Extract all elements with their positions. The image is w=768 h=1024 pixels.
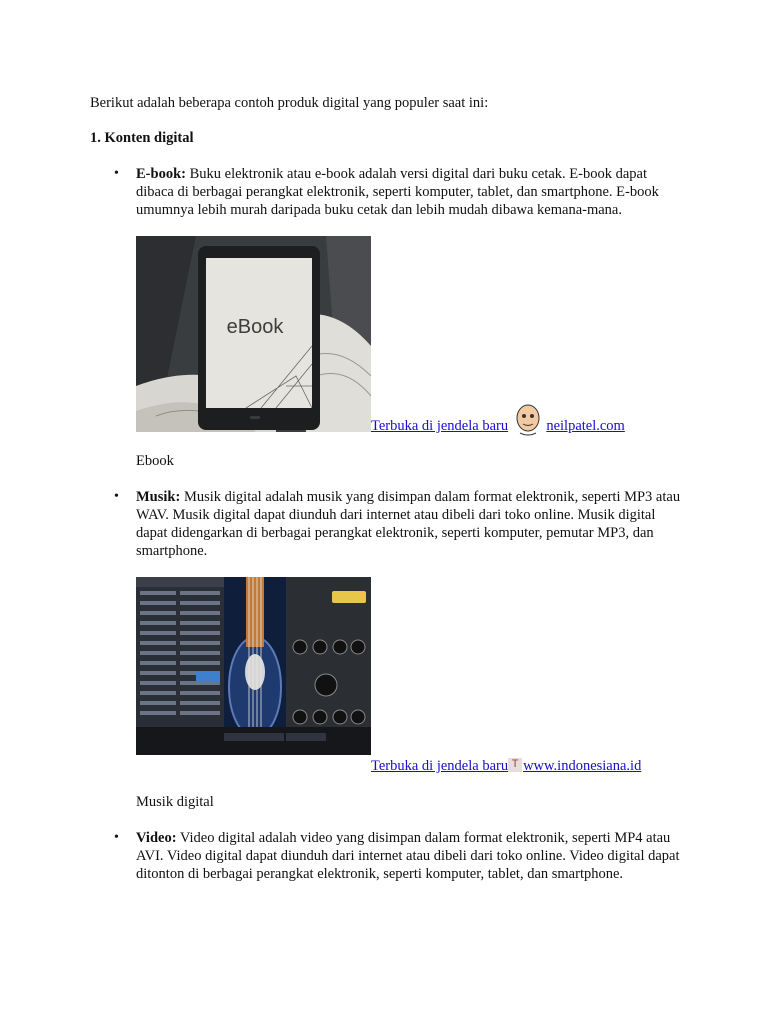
ebook-image[interactable]	[136, 236, 371, 432]
music-open-new-window-link[interactable]: Terbuka di jendela baru	[371, 758, 509, 774]
neilpatel-avatar-icon	[515, 404, 541, 434]
ebook-description: Buku elektronik atau e-book adalah versi digital dari buku cetak. E-book dapat dibaca di berbagai perangkat elektronik, seperti komputer, tablet, dan smartphone. E-book umumnya lebih murah daripada buku cetak dan lebih mudah dibawa kemana-mana.	[136, 166, 659, 218]
music-source-link[interactable]: www.indonesiana.id	[523, 758, 642, 774]
ebook-source-line	[371, 417, 625, 435]
bullet: •	[114, 489, 119, 504]
list-item-music	[114, 488, 681, 560]
list-item-video	[114, 829, 681, 883]
list-item-ebook	[114, 165, 681, 219]
ebook-caption: Ebook	[136, 453, 174, 469]
music-source-line	[371, 757, 641, 775]
bullet: •	[114, 830, 119, 845]
ebook-screen-text: eBook	[226, 316, 284, 338]
music-caption: Musik digital	[136, 794, 214, 810]
bullet: •	[114, 166, 119, 181]
music-term: Musik:	[136, 489, 181, 505]
section-heading: 1. Konten digital	[90, 130, 194, 146]
music-description: Musik digital adalah musik yang disimpan dalam format elektronik, seperti MP3 atau WAV. Musik digital dapat diunduh dari internet atau dibeli dari toko online. Musik digital dapat didengarkan di berbagai perangkat elektronik, seperti komputer, pemutar MP3, dan smartphone.	[136, 489, 681, 559]
video-term: Video:	[136, 830, 177, 846]
intro-paragraph: Berikut adalah beberapa contoh produk digital yang populer saat ini:	[90, 95, 489, 111]
music-software-image[interactable]	[136, 577, 371, 755]
ebook-term: E-book:	[136, 166, 186, 182]
video-description: Video digital adalah video yang disimpan dalam format elektronik, seperti MP4 atau AVI. Video digital dapat diunduh dari internet atau dibeli dari toko online. Video digital dapat ditonton di berbagai perangkat elektronik, seperti komputer, tablet, dan smartphone.	[136, 830, 680, 882]
ebook-open-new-window-link[interactable]: Terbuka di jendela baru	[371, 418, 509, 434]
indonesiana-favicon-icon: T	[508, 758, 522, 772]
ebook-source-link[interactable]: neilpatel.com	[546, 418, 625, 434]
